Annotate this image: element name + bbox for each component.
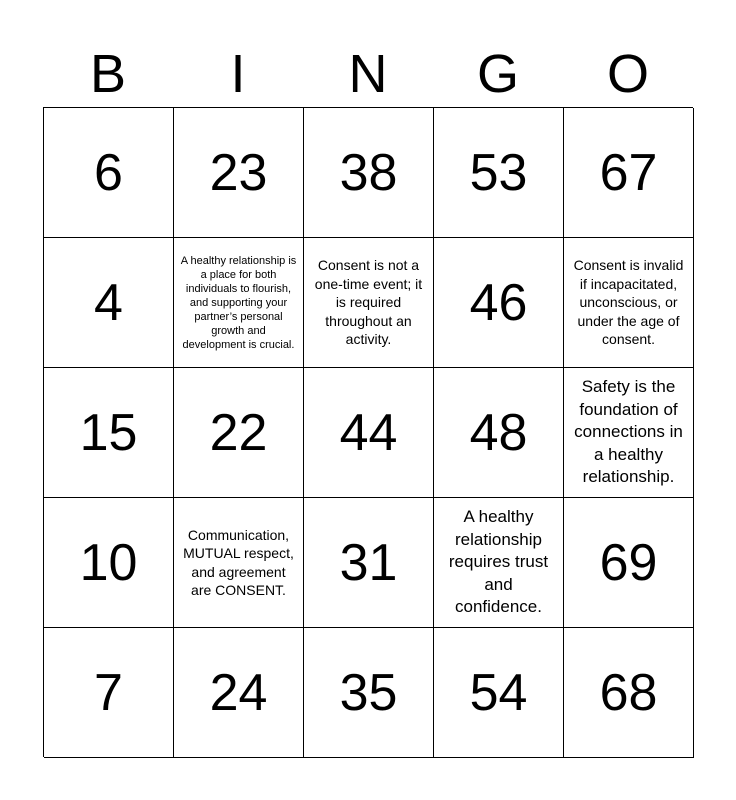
cell-phrase: Communication, MUTUAL respect, and agreement are CONSENT.: [183, 526, 294, 598]
bingo-cell: [174, 628, 304, 758]
bingo-cell: [564, 368, 694, 498]
cell-number: 68: [599, 663, 658, 722]
cell-number: 38: [339, 143, 398, 202]
bingo-cell: [44, 498, 174, 628]
bingo-cell: [174, 368, 304, 498]
cell-number: 15: [79, 403, 138, 462]
bingo-cell: [44, 368, 174, 498]
bingo-cell: [434, 368, 564, 498]
cell-number: 44: [339, 403, 398, 462]
cell-number: 24: [209, 663, 268, 722]
bingo-cell: [434, 238, 564, 368]
bingo-cell: [434, 628, 564, 758]
cell-number: 6: [94, 143, 123, 202]
cell-phrase: Consent is not a one-time event; it is required throughout an activity.: [314, 257, 423, 348]
cell-number: 35: [339, 663, 398, 722]
header-letter-n: N: [348, 44, 388, 104]
bingo-cell: [44, 238, 174, 368]
bingo-cell: [564, 498, 694, 628]
bingo-cell: [174, 238, 304, 368]
cell-number: 48: [469, 403, 528, 462]
header-letter-i: I: [230, 44, 246, 104]
cell-phrase: Consent is invalid if incapacitated, unconscious, or under the age of consent.: [573, 257, 684, 348]
cell-number: 53: [469, 143, 528, 202]
cell-number: 10: [79, 533, 138, 592]
cell-phrase: Safety is the foundation of connections in a healthy relationship.: [574, 377, 683, 487]
cell-phrase: A healthy relationship is a place for both individuals to flourish, and supporting your partner’s personal growth and development is crucial.: [180, 254, 297, 351]
bingo-cell: [564, 238, 694, 368]
bingo-cell: [564, 628, 694, 758]
bingo-cell: [44, 628, 174, 758]
cell-number: 22: [209, 403, 268, 462]
bingo-header: [43, 40, 693, 108]
bingo-cell: [174, 498, 304, 628]
cell-number: 54: [469, 663, 528, 722]
cell-number: 7: [94, 663, 123, 722]
bingo-cell: [304, 108, 434, 238]
bingo-cell: [174, 108, 304, 238]
header-letter-o: O: [606, 44, 649, 104]
cell-number: 23: [209, 143, 268, 202]
bingo-cell: [434, 108, 564, 238]
bingo-cell: [304, 628, 434, 758]
bingo-cell: [304, 368, 434, 498]
bingo-cell: [44, 108, 174, 238]
cell-number: 67: [599, 143, 658, 202]
cell-phrase: A healthy relationship requires trust and confidence.: [448, 507, 549, 617]
cell-number: 46: [469, 273, 528, 332]
cell-number: 31: [339, 533, 398, 592]
cell-number: 4: [94, 273, 123, 332]
bingo-cell: [434, 498, 564, 628]
cell-number: 69: [599, 533, 658, 592]
header-letter-b: B: [89, 44, 127, 104]
bingo-cell: [304, 498, 434, 628]
bingo-cell: [304, 238, 434, 368]
bingo-cell: [564, 108, 694, 238]
bingo-grid: [43, 107, 693, 757]
header-letter-g: G: [476, 44, 519, 104]
